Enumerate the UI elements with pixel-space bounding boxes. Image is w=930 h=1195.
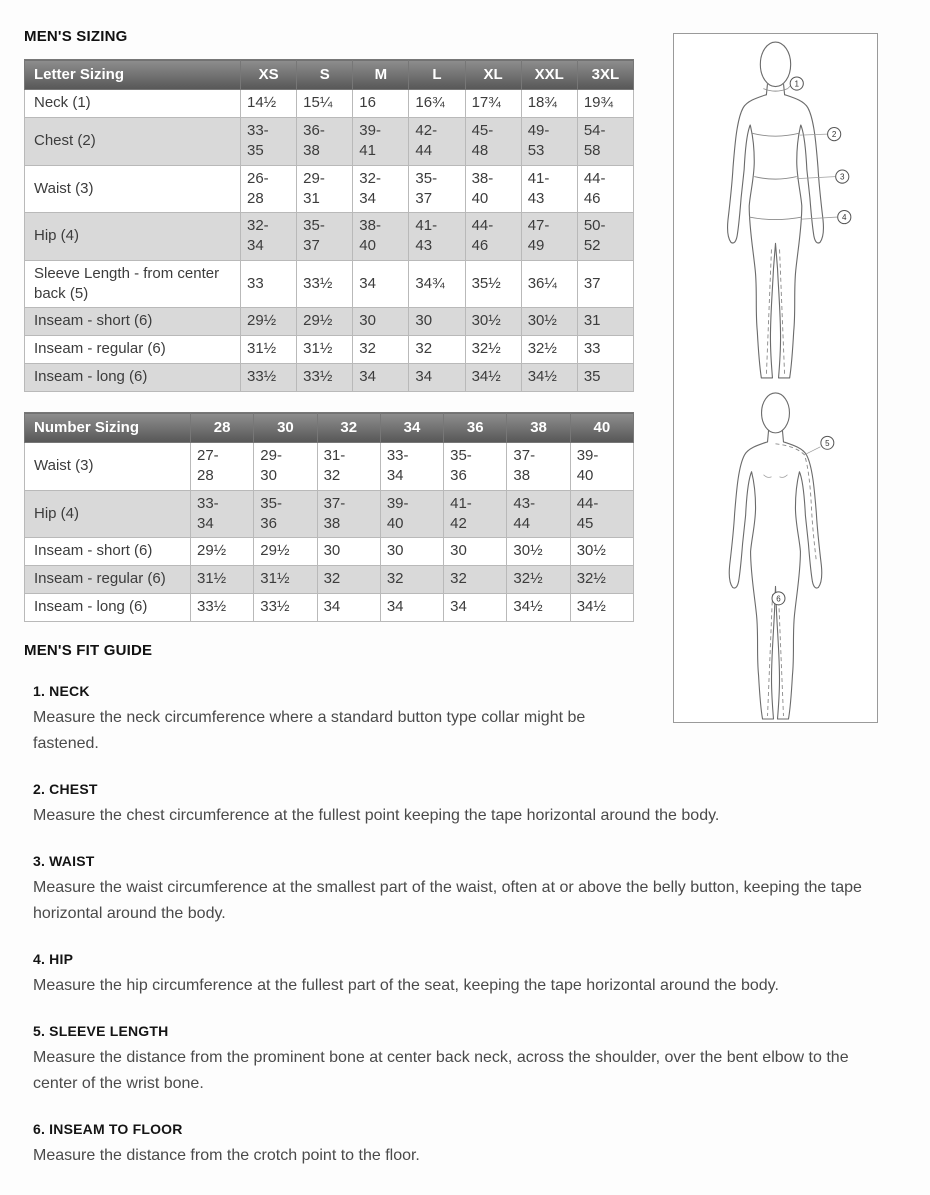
table-row [25,490,634,538]
size-value-cell: 30 [317,538,380,566]
table-row [25,364,634,392]
size-column-header: XL [465,60,521,90]
size-value-cell: 30 [444,538,507,566]
size-value-cell: 34 [317,594,380,622]
table-row [25,594,634,622]
size-value-cell: 35 [577,364,633,392]
size-value-cell: 14½ [241,90,297,118]
marker-5 [821,436,834,449]
size-value-cell: 17¾ [465,90,521,118]
measurement-label: Hip (4) [25,490,191,538]
size-value-cell: 34 [380,594,443,622]
size-column-header: XXL [521,60,577,90]
size-column-header: 28 [191,413,254,443]
front-body-outline [728,95,824,378]
size-value-cell: 37- 38 [507,443,570,491]
measurement-label: Sleeve Length - from center back (5) [25,260,241,308]
size-value-cell: 35- 37 [297,213,353,261]
size-column-header: S [297,60,353,90]
size-value-cell: 29½ [241,308,297,336]
fit-guide-section-heading: 2. CHEST [33,781,98,797]
mens-fit-guide-title: MEN'S FIT GUIDE [24,642,153,659]
fit-guide-section [33,853,902,927]
marker-leader-lines [788,86,838,220]
size-value-cell: 36- 38 [297,118,353,166]
size-value-cell: 16 [353,90,409,118]
size-value-cell: 33- 34 [191,490,254,538]
size-value-cell: 30½ [465,308,521,336]
fit-guide-section-text: Measure the hip circumference at the fullest part of the seat, keeping the tape horizontal around the body. [33,977,779,994]
measurement-label: Waist (3) [25,443,191,491]
size-value-cell: 41- 43 [521,165,577,213]
size-value-cell: 37 [577,260,633,308]
size-value-cell: 33½ [254,594,317,622]
measurement-label: Waist (3) [25,165,241,213]
size-value-cell: 32 [380,566,443,594]
marker-3-number: 3 [840,172,845,182]
size-column-header: 30 [254,413,317,443]
size-value-cell: 30 [380,538,443,566]
hip-measure-line [749,217,802,220]
front-head [760,42,790,87]
measurement-label: Inseam - long (6) [25,594,191,622]
size-value-cell: 43- 44 [507,490,570,538]
marker-2 [828,128,841,141]
size-value-cell: 31½ [297,336,353,364]
size-column-header: 34 [380,413,443,443]
marker-4 [838,210,851,223]
table-row [25,336,634,364]
size-value-cell: 18¾ [521,90,577,118]
size-value-cell: 34 [409,364,465,392]
size-value-cell: 30 [353,308,409,336]
size-value-cell: 34 [353,364,409,392]
fit-guide-section-heading: 4. HIP [33,951,74,967]
size-value-cell: 30½ [570,538,633,566]
front-inseam-dashes [766,249,784,374]
fit-guide-section [33,1023,902,1097]
size-value-cell: 44- 46 [465,213,521,261]
size-value-cell: 29- 30 [254,443,317,491]
table-row [25,118,634,166]
back-body-outline [729,442,821,719]
fit-guide-section [33,1121,902,1169]
size-value-cell: 34½ [521,364,577,392]
mens-sizing-title: MEN'S SIZING [24,28,128,45]
size-value-cell: 29½ [297,308,353,336]
size-value-cell: 33½ [297,260,353,308]
fit-guide-section-text: Measure the distance from the prominent bone at center back neck, across the shoulder, over the bent elbow to the center of the wrist bone. [33,1049,849,1092]
marker-6 [772,592,785,605]
size-value-cell: 29½ [254,538,317,566]
size-value-cell: 33½ [191,594,254,622]
size-value-cell: 31½ [191,566,254,594]
table-title-cell: Letter Sizing [25,60,241,90]
size-value-cell: 54- 58 [577,118,633,166]
back-figure-illustration [674,387,877,721]
size-value-cell: 49- 53 [521,118,577,166]
size-value-cell: 33 [577,336,633,364]
back-inseam-dashes [768,594,784,716]
size-column-header: 3XL [577,60,633,90]
fit-guide-section [33,951,902,999]
size-column-header: 36 [444,413,507,443]
table-row [25,260,634,308]
table-title-cell: Number Sizing [25,413,191,443]
size-value-cell: 42- 44 [409,118,465,166]
measurement-label: Inseam - regular (6) [25,566,191,594]
size-value-cell: 44- 46 [577,165,633,213]
size-value-cell: 32½ [570,566,633,594]
size-value-cell: 26- 28 [241,165,297,213]
table-row [25,308,634,336]
size-column-header: M [353,60,409,90]
measurement-label: Chest (2) [25,118,241,166]
size-value-cell: 31- 32 [317,443,380,491]
size-value-cell: 38- 40 [465,165,521,213]
number-sizing-table [24,412,634,622]
size-value-cell: 31½ [254,566,317,594]
size-column-header: 40 [570,413,633,443]
table-row [25,538,634,566]
front-figure-illustration [674,35,877,387]
size-value-cell: 37- 38 [317,490,380,538]
size-value-cell: 34¾ [409,260,465,308]
measurement-label: Inseam - short (6) [25,538,191,566]
size-value-cell: 39- 41 [353,118,409,166]
size-value-cell: 15¼ [297,90,353,118]
size-column-header: L [409,60,465,90]
size-value-cell: 34 [353,260,409,308]
size-value-cell: 32 [409,336,465,364]
size-value-cell: 32 [444,566,507,594]
fit-guide-section-heading: 1. NECK [33,683,90,699]
size-value-cell: 39- 40 [380,490,443,538]
size-value-cell: 30 [409,308,465,336]
size-column-header: 32 [317,413,380,443]
size-value-cell: 32- 34 [241,213,297,261]
size-value-cell: 32½ [507,566,570,594]
size-value-cell: 34½ [570,594,633,622]
size-value-cell: 29- 31 [297,165,353,213]
measurement-label: Hip (4) [25,213,241,261]
table-row [25,213,634,261]
table-row [25,90,634,118]
fit-guide-sections [33,683,902,1169]
measurement-label: Inseam - short (6) [25,308,241,336]
size-value-cell: 41- 43 [409,213,465,261]
marker-5-leader [804,447,820,455]
header-row [25,413,634,443]
fit-guide-section-text: Measure the distance from the crotch point to the floor. [33,1147,420,1164]
size-value-cell: 34½ [507,594,570,622]
size-value-cell: 41- 42 [444,490,507,538]
size-value-cell: 35- 36 [444,443,507,491]
fit-guide-section-text: Measure the waist circumference at the smallest part of the waist, often at or above the belly button, keeping the tape horizontal around the body. [33,879,862,922]
size-column-header: 38 [507,413,570,443]
size-value-cell: 33- 34 [380,443,443,491]
size-value-cell: 34 [444,594,507,622]
size-value-cell: 16¾ [409,90,465,118]
size-value-cell: 47- 49 [521,213,577,261]
measurement-label: Neck (1) [25,90,241,118]
size-value-cell: 31½ [241,336,297,364]
size-value-cell: 32 [353,336,409,364]
size-value-cell: 32 [317,566,380,594]
size-value-cell: 32- 34 [353,165,409,213]
size-value-cell: 35½ [465,260,521,308]
fit-guide-section-heading: 3. WAIST [33,853,95,869]
size-value-cell: 19¾ [577,90,633,118]
size-value-cell: 32½ [521,336,577,364]
shoulder-blade-marks [764,475,788,478]
size-value-cell: 31 [577,308,633,336]
marker-4-number: 4 [842,213,847,223]
marker-2-number: 2 [831,130,837,140]
size-value-cell: 45- 48 [465,118,521,166]
size-value-cell: 30½ [507,538,570,566]
size-value-cell: 44- 45 [570,490,633,538]
table-row [25,566,634,594]
size-value-cell: 33½ [297,364,353,392]
size-value-cell: 38- 40 [353,213,409,261]
marker-5-number: 5 [825,438,830,448]
fit-guide-section-text: Measure the chest circumference at the fullest point keeping the tape horizontal around the body. [33,807,720,824]
size-value-cell: 35- 37 [409,165,465,213]
chest-measure-line [751,133,800,136]
size-value-cell: 33- 35 [241,118,297,166]
header-row [25,60,634,90]
marker-3 [836,170,849,183]
marker-6-number: 6 [776,594,781,604]
size-value-cell: 50- 52 [577,213,633,261]
size-value-cell: 32½ [465,336,521,364]
fit-guide-section [33,781,902,829]
measurement-label: Inseam - long (6) [25,364,241,392]
size-column-header: XS [241,60,297,90]
fit-guide-section-text: Measure the neck circumference where a standard button type collar might be fastened. [33,709,586,752]
letter-sizing-table [24,59,634,392]
table-row [25,165,634,213]
fit-guide-section-heading: 6. INSEAM TO FLOOR [33,1121,183,1137]
marker-1 [790,77,803,90]
body-measurement-diagram [673,33,878,723]
waist-measure-line [754,177,796,180]
size-value-cell: 34½ [465,364,521,392]
table-row [25,443,634,491]
size-value-cell: 30½ [521,308,577,336]
size-value-cell: 33 [241,260,297,308]
size-value-cell: 36¼ [521,260,577,308]
size-value-cell: 27- 28 [191,443,254,491]
size-value-cell: 29½ [191,538,254,566]
size-value-cell: 39- 40 [570,443,633,491]
back-head [762,393,790,433]
fit-guide-section-heading: 5. SLEEVE LENGTH [33,1023,169,1039]
size-value-cell: 33½ [241,364,297,392]
measurement-label: Inseam - regular (6) [25,336,241,364]
size-value-cell: 35- 36 [254,490,317,538]
marker-1-number: 1 [794,79,799,89]
